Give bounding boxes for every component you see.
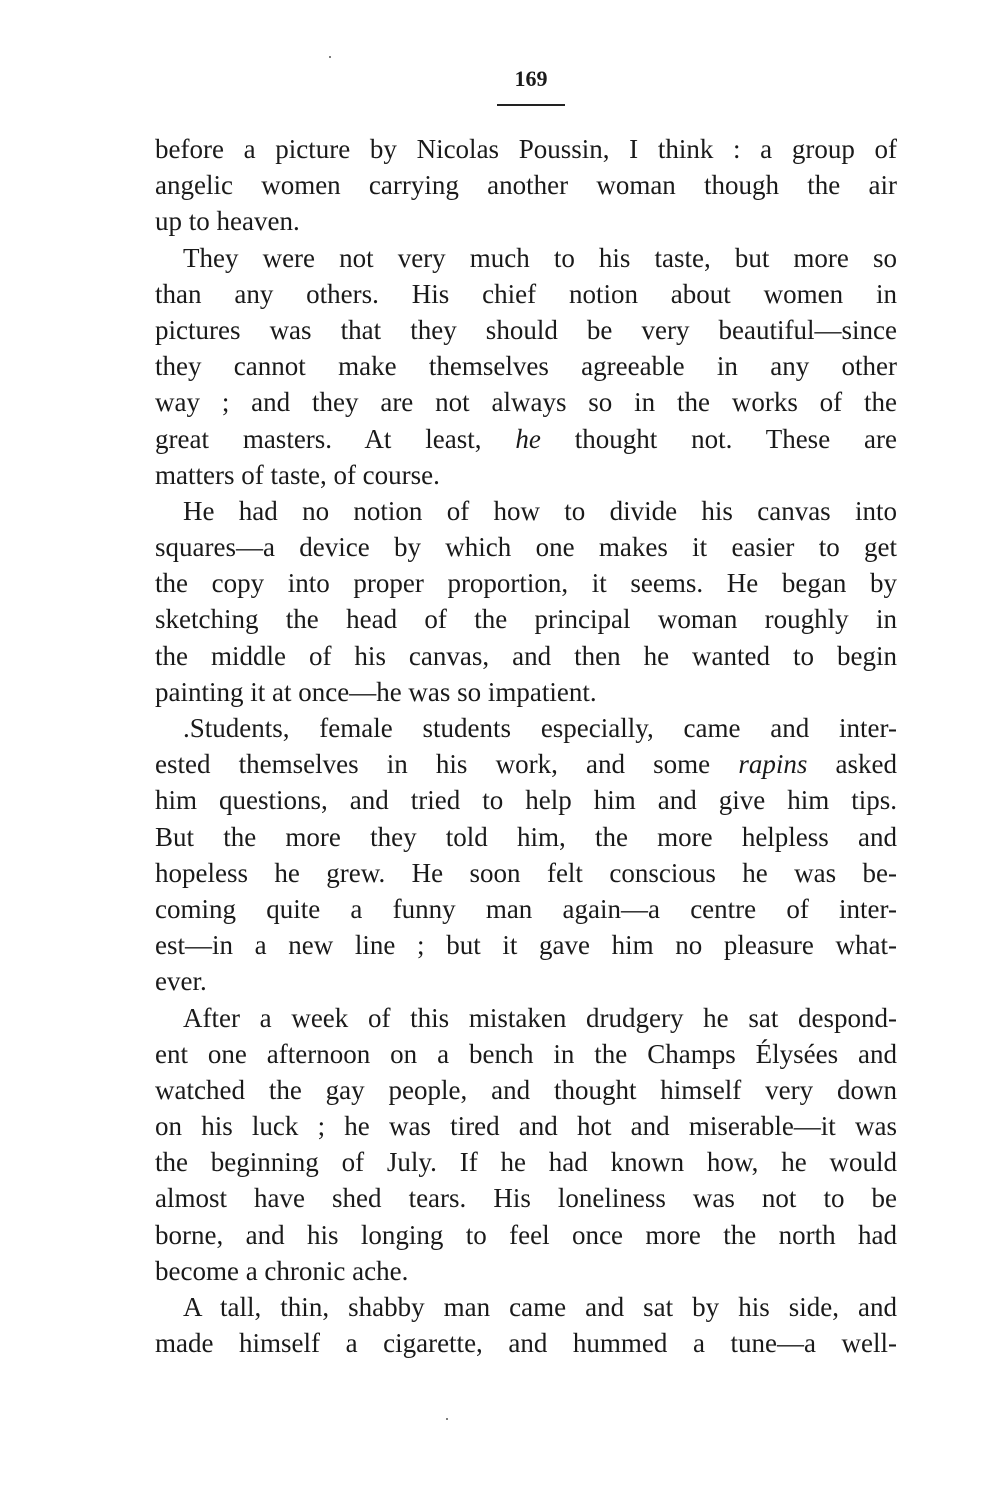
text-line (155, 240, 897, 276)
text-line (155, 384, 897, 420)
text-line (155, 1072, 897, 1108)
line-text: ever. (155, 966, 207, 997)
paragraph (155, 131, 897, 240)
page-number: 169 (514, 66, 548, 91)
text-line (155, 131, 897, 167)
italic-text: he (515, 423, 541, 454)
text-line (155, 891, 897, 927)
text-line (155, 855, 897, 891)
scan-speck (329, 56, 331, 58)
text-line (155, 493, 897, 529)
line-text: est—in a new line ; but it gave him no pleasure what- (155, 930, 897, 961)
line-text: almost have shed tears. His loneliness was not to be (155, 1183, 897, 1214)
line-text: made himself a cigarette, and hummed a tune—a well- (155, 1328, 897, 1359)
text-line (155, 674, 897, 710)
text-line (155, 529, 897, 565)
line-text: the copy into proper proportion, it seems. He began by (155, 568, 897, 599)
paragraph (155, 493, 897, 710)
text-line (155, 276, 897, 312)
line-text: asked (807, 749, 897, 780)
text-line (155, 1180, 897, 1216)
text-line (155, 457, 897, 493)
line-text: They were not very much to his taste, but more so (183, 242, 897, 273)
paragraph (155, 240, 897, 493)
text-line (155, 421, 897, 457)
line-text: great masters. At least, (155, 423, 516, 454)
line-text: hopeless he grew. He soon felt conscious he was be- (155, 857, 897, 888)
text-line (155, 710, 897, 746)
line-text: up to heaven. (155, 206, 300, 237)
paragraph (155, 1289, 897, 1361)
line-text: way ; and they are not always so in the works of the (155, 387, 897, 418)
line-text: squares—a device by which one makes it easier to get (155, 532, 897, 563)
text-line (155, 565, 897, 601)
line-text: the beginning of July. If he had known how, he would (155, 1147, 897, 1178)
line-text: He had no notion of how to divide his canvas into (183, 495, 897, 526)
text-line (155, 1108, 897, 1144)
line-text: watched the gay people, and thought himself very down (155, 1074, 897, 1105)
line-text: him questions, and tried to help him and give him tips. (155, 785, 897, 816)
text-line (155, 746, 897, 782)
text-line (155, 1144, 897, 1180)
line-text: pictures was that they should be very beautiful—since (155, 314, 897, 345)
line-text: sketching the head of the principal woman roughly in (155, 604, 897, 635)
line-text: matters of taste, of course. (155, 459, 440, 490)
italic-text: rapins (738, 749, 808, 780)
text-line (155, 203, 897, 239)
line-text: borne, and his longing to feel once more the north had (155, 1219, 897, 1250)
line-text: angelic women carrying another woman though the air (155, 170, 897, 201)
paragraph (155, 710, 897, 1000)
line-text: But the more they told him, the more helpless and (155, 821, 897, 852)
text-line (155, 601, 897, 637)
text-line (155, 348, 897, 384)
text-line (155, 1036, 897, 1072)
text-line (155, 782, 897, 818)
scan-speck (446, 1418, 448, 1420)
line-text: A tall, thin, shabby man came and sat by his side, and (183, 1292, 897, 1322)
paragraph (155, 1000, 897, 1290)
line-text: After a week of this mistaken drudgery he sat despond- (183, 1002, 897, 1033)
line-text: on his luck ; he was tired and hot and miserable—it was (155, 1111, 897, 1142)
line-text: thought not. These are (540, 423, 897, 454)
line-text: ent one afternoon on a bench in the Champs Élysées and (155, 1038, 897, 1069)
text-line (155, 819, 897, 855)
text-line (155, 638, 897, 674)
page-number-rule (497, 104, 565, 106)
text-line (155, 1253, 897, 1289)
line-text: become a chronic ache. (155, 1255, 409, 1286)
text-line (155, 1325, 897, 1361)
line-text: painting it at once—he was so impatient. (155, 676, 597, 707)
text-line (155, 927, 897, 963)
line-text: ested themselves in his work, and some (155, 749, 739, 780)
text-line (155, 1217, 897, 1253)
line-text: than any others. His chief notion about women in (155, 278, 897, 309)
text-line (155, 1289, 897, 1325)
text-line (155, 963, 897, 999)
text-line (155, 167, 897, 203)
line-text: they cannot make themselves agreeable in any other (155, 351, 897, 382)
line-text: .Students, female students especially, came and inter- (183, 713, 897, 743)
text-line (155, 312, 897, 348)
body-text (155, 131, 897, 1361)
line-text: coming quite a funny man again—a centre of inter- (155, 893, 897, 924)
line-text: before a picture by Nicolas Poussin, I think : a group of (155, 134, 897, 164)
line-text: the middle of his canvas, and then he wanted to begin (155, 640, 897, 671)
text-line (155, 1000, 897, 1036)
